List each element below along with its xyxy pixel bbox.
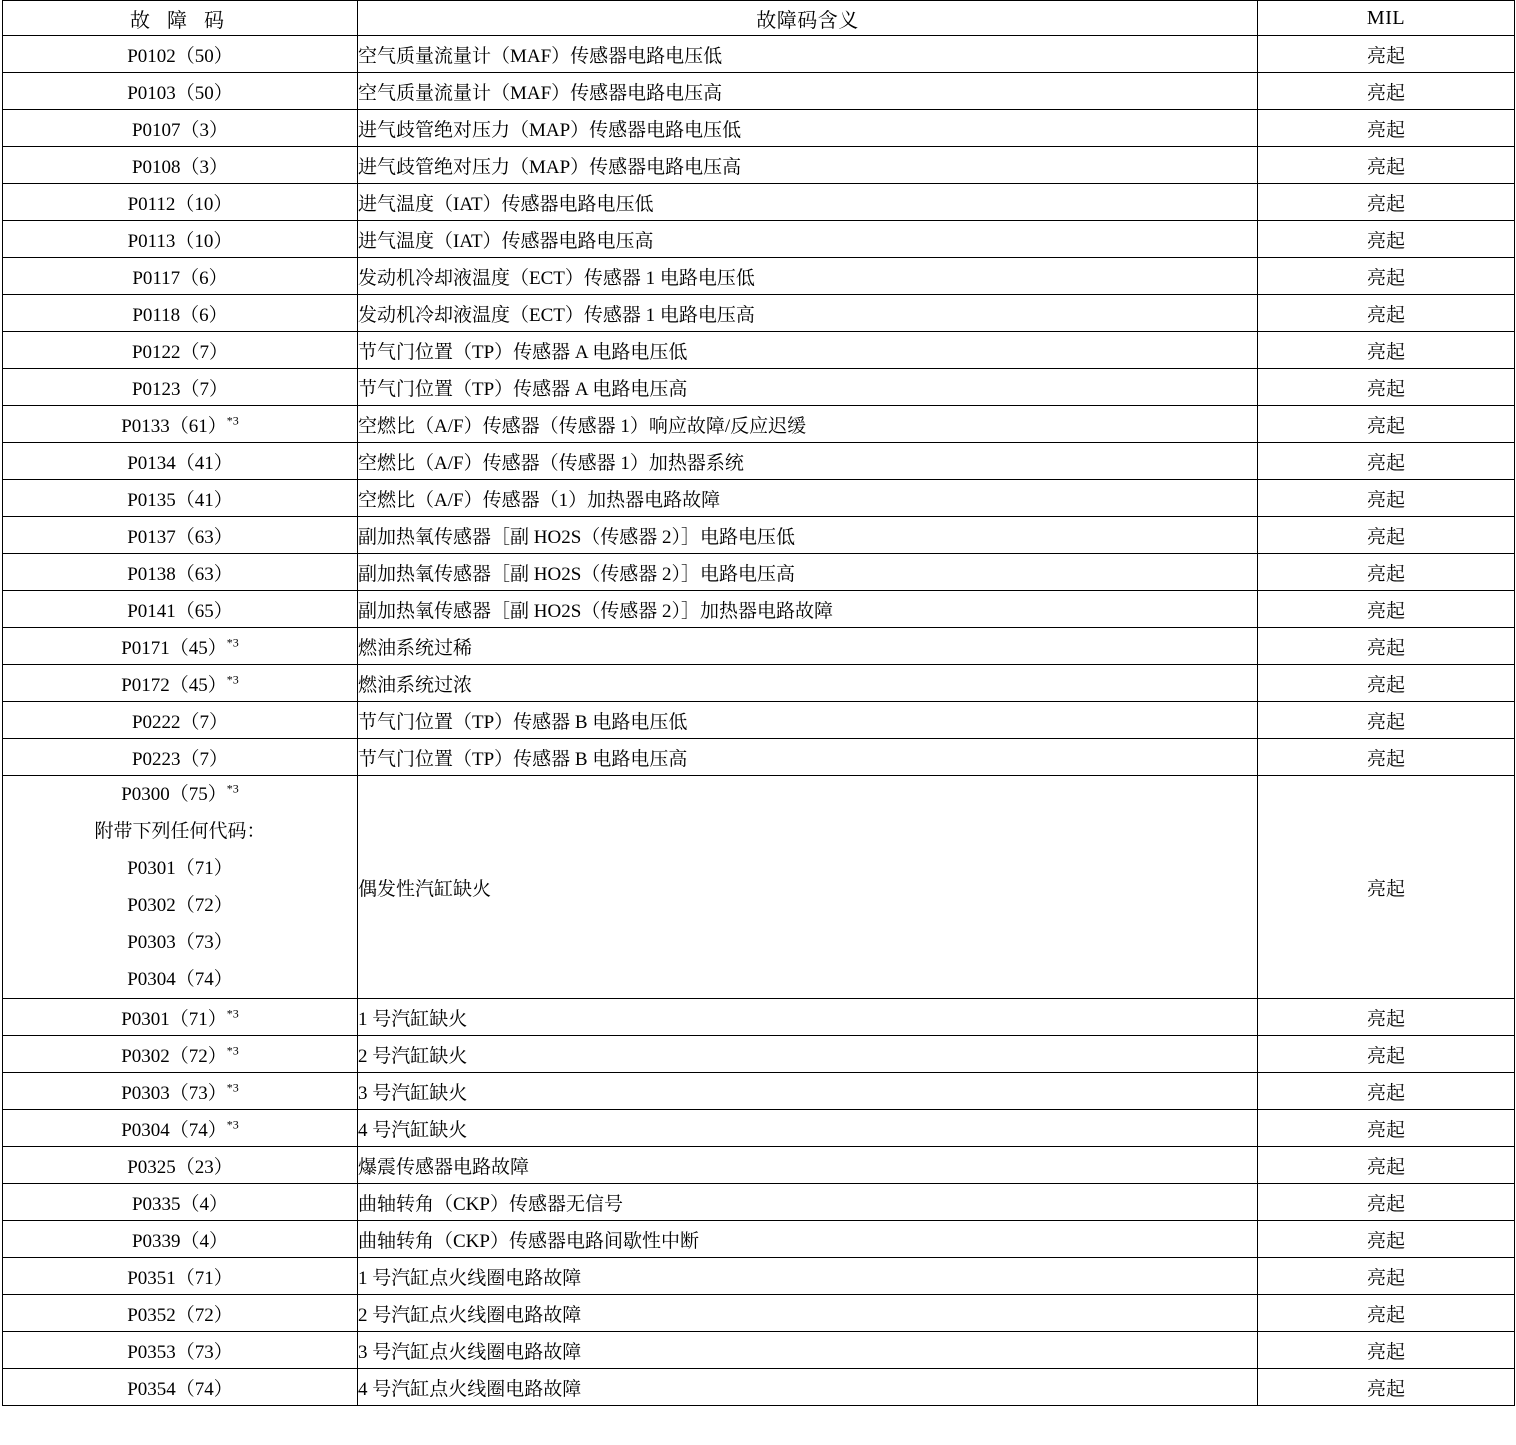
dtc-code-text: P0325（23）: [127, 1156, 233, 1178]
dtc-code-cell: [3, 1295, 358, 1332]
dtc-meaning-cell: 偶发性汽缸缺火: [358, 776, 1258, 999]
mil-status-cell: 亮起: [1258, 1073, 1515, 1110]
dtc-code-cell: [3, 443, 358, 480]
mil-status-cell: 亮起: [1258, 739, 1515, 776]
dtc-code-text: P0303（73）: [127, 932, 233, 953]
dtc-meaning-cell: 发动机冷却液温度（ECT）传感器 1 电路电压高: [358, 295, 1258, 332]
dtc-code-text: P0118（6）: [132, 304, 228, 326]
footnote-marker: *3: [226, 1006, 239, 1021]
dtc-code-text: P0108（3）: [131, 156, 229, 178]
mil-status-cell: 亮起: [1258, 1036, 1515, 1073]
dtc-code-text: P0300（75）: [121, 784, 227, 805]
dtc-meaning-cell: 曲轴转角（CKP）传感器无信号: [358, 1184, 1258, 1221]
table-row: [3, 999, 1515, 1036]
dtc-code-group-line: [3, 813, 357, 850]
header-meaning: 故障码含义: [358, 1, 1258, 36]
dtc-code-text: P0117（6）: [132, 267, 228, 289]
dtc-meaning-cell: 副加热氧传感器［副 HO2S（传感器 2）］加热器电路故障: [358, 591, 1258, 628]
mil-status-cell: 亮起: [1258, 1184, 1515, 1221]
dtc-meaning-cell: 空气质量流量计（MAF）传感器电路电压低: [358, 36, 1258, 73]
dtc-code-cell: [3, 36, 358, 73]
mil-status-cell: 亮起: [1258, 554, 1515, 591]
dtc-code-group-line: [3, 776, 357, 813]
dtc-code-cell: [3, 1036, 358, 1073]
table-row: [3, 1036, 1515, 1073]
dtc-code-text: P0353（73）: [127, 1341, 233, 1363]
dtc-code-text: P0133（61）: [121, 415, 227, 437]
dtc-code-text: P0122（7）: [131, 341, 229, 363]
mil-status-cell: 亮起: [1258, 665, 1515, 702]
mil-status-cell: 亮起: [1258, 221, 1515, 258]
dtc-meaning-cell: 空燃比（A/F）传感器（1）加热器电路故障: [358, 480, 1258, 517]
footnote-marker: *3: [226, 1043, 239, 1058]
dtc-code-cell: [3, 739, 358, 776]
dtc-code-text: P0141（65）: [127, 600, 233, 622]
table-row: [3, 184, 1515, 221]
dtc-code-group-line: [3, 961, 357, 998]
dtc-code-text: P0138（63）: [127, 563, 233, 585]
table-row: [3, 295, 1515, 332]
dtc-code-cell: [3, 1073, 358, 1110]
dtc-code-text: P0302（72）: [121, 1045, 227, 1067]
dtc-code-cell: [3, 369, 358, 406]
footnote-marker: *3: [226, 413, 239, 428]
table-row: [3, 591, 1515, 628]
mil-status-cell: 亮起: [1258, 184, 1515, 221]
dtc-meaning-cell: 进气歧管绝对压力（MAP）传感器电路电压高: [358, 147, 1258, 184]
footnote-marker: *3: [226, 635, 239, 650]
mil-status-cell: 亮起: [1258, 1258, 1515, 1295]
dtc-code-cell: [3, 517, 358, 554]
mil-status-cell: 亮起: [1258, 443, 1515, 480]
dtc-code-text: P0339（4）: [131, 1230, 229, 1252]
table-row: [3, 1332, 1515, 1369]
mil-status-cell: 亮起: [1258, 73, 1515, 110]
dtc-code-cell: [3, 184, 358, 221]
dtc-code-text: P0223（7）: [131, 748, 229, 770]
dtc-code-cell: [3, 1258, 358, 1295]
table-row: [3, 1295, 1515, 1332]
dtc-code-cell: [3, 1110, 358, 1147]
dtc-code-group-line: [3, 850, 357, 887]
mil-status-cell: 亮起: [1258, 1332, 1515, 1369]
dtc-meaning-cell: 1 号汽缸点火线圈电路故障: [358, 1258, 1258, 1295]
dtc-meaning-cell: 进气歧管绝对压力（MAP）传感器电路电压低: [358, 110, 1258, 147]
dtc-meaning-cell: 4 号汽缸点火线圈电路故障: [358, 1369, 1258, 1406]
mil-status-cell: 亮起: [1258, 628, 1515, 665]
dtc-code-text: P0135（41）: [127, 489, 233, 511]
mil-status-cell: 亮起: [1258, 406, 1515, 443]
dtc-code-cell: [3, 110, 358, 147]
dtc-meaning-cell: 节气门位置（TP）传感器 B 电路电压低: [358, 702, 1258, 739]
dtc-meaning-cell: 副加热氧传感器［副 HO2S（传感器 2）］电路电压高: [358, 554, 1258, 591]
dtc-code-text: P0301（71）: [121, 1008, 227, 1030]
dtc-code-text: 附带下列任何代码：: [94, 821, 266, 842]
dtc-code-cell: [3, 480, 358, 517]
table-header-row: [3, 1, 1515, 36]
mil-status-cell: 亮起: [1258, 1295, 1515, 1332]
dtc-code-text: P0172（45）: [121, 674, 227, 696]
table-row: [3, 406, 1515, 443]
dtc-code-cell: [3, 628, 358, 665]
mil-status-cell: 亮起: [1258, 369, 1515, 406]
dtc-code-cell: [3, 702, 358, 739]
dtc-meaning-cell: 燃油系统过稀: [358, 628, 1258, 665]
table-row: [3, 369, 1515, 406]
table-row: [3, 702, 1515, 739]
dtc-meaning-cell: 副加热氧传感器［副 HO2S（传感器 2）］电路电压低: [358, 517, 1258, 554]
dtc-code-text: P0222（7）: [131, 711, 229, 733]
dtc-table: [2, 0, 1515, 1406]
dtc-code-cell: [3, 1369, 358, 1406]
dtc-code-text: P0171（45）: [121, 637, 227, 659]
footnote-marker: *3: [226, 672, 239, 687]
dtc-meaning-cell: 爆震传感器电路故障: [358, 1147, 1258, 1184]
mil-status-cell: 亮起: [1258, 332, 1515, 369]
header-code: 故 障 码: [3, 1, 358, 36]
mil-status-cell: 亮起: [1258, 702, 1515, 739]
mil-status-cell: 亮起: [1258, 591, 1515, 628]
mil-status-cell: 亮起: [1258, 295, 1515, 332]
dtc-code-text: P0102（50）: [127, 45, 233, 67]
dtc-meaning-cell: 节气门位置（TP）传感器 A 电路电压高: [358, 369, 1258, 406]
dtc-meaning-cell: 空燃比（A/F）传感器（传感器 1）响应故障/反应迟缓: [358, 406, 1258, 443]
table-row: [3, 739, 1515, 776]
dtc-code-cell: [3, 665, 358, 702]
table-row: [3, 1369, 1515, 1406]
dtc-code-text: P0107（3）: [131, 119, 229, 141]
dtc-meaning-cell: 节气门位置（TP）传感器 A 电路电压低: [358, 332, 1258, 369]
dtc-meaning-cell: 3 号汽缸缺火: [358, 1073, 1258, 1110]
footnote-marker: *3: [226, 1117, 239, 1132]
table-row: [3, 332, 1515, 369]
table-row: [3, 258, 1515, 295]
table-row: [3, 443, 1515, 480]
dtc-code-cell: [3, 406, 358, 443]
dtc-meaning-cell: 2 号汽缸点火线圈电路故障: [358, 1295, 1258, 1332]
dtc-code-cell: [3, 147, 358, 184]
mil-status-cell: 亮起: [1258, 1147, 1515, 1184]
table-row: [3, 628, 1515, 665]
dtc-code-text: P0304（74）: [121, 1119, 227, 1141]
table-row: [3, 1073, 1515, 1110]
mil-status-cell: 亮起: [1258, 36, 1515, 73]
mil-status-cell: 亮起: [1258, 999, 1515, 1036]
dtc-code-cell: [3, 295, 358, 332]
table-row: [3, 1110, 1515, 1147]
dtc-code-text: P0303（73）: [121, 1082, 227, 1104]
table-row: [3, 1184, 1515, 1221]
dtc-code-text: P0134（41）: [127, 452, 233, 474]
dtc-code-text: P0302（72）: [127, 895, 233, 916]
mil-status-cell: 亮起: [1258, 776, 1515, 999]
mil-status-cell: 亮起: [1258, 1221, 1515, 1258]
dtc-meaning-cell: 发动机冷却液温度（ECT）传感器 1 电路电压低: [358, 258, 1258, 295]
dtc-code-cell: [3, 591, 358, 628]
dtc-code-cell: [3, 1332, 358, 1369]
dtc-code-text: P0123（7）: [131, 378, 229, 400]
dtc-code-cell: [3, 73, 358, 110]
dtc-code-text: P0351（71）: [127, 1267, 233, 1289]
table-row: [3, 554, 1515, 591]
dtc-code-text: P0301（71）: [127, 858, 233, 879]
dtc-meaning-cell: 3 号汽缸点火线圈电路故障: [358, 1332, 1258, 1369]
mil-status-cell: 亮起: [1258, 1369, 1515, 1406]
mil-status-cell: 亮起: [1258, 517, 1515, 554]
table-row: [3, 1221, 1515, 1258]
dtc-code-text: P0113（10）: [127, 230, 233, 252]
table-row: [3, 147, 1515, 184]
table-row: [3, 1147, 1515, 1184]
table-header: [3, 1, 1515, 36]
mil-status-cell: 亮起: [1258, 147, 1515, 184]
table-row: [3, 221, 1515, 258]
dtc-code-text: P0335（4）: [131, 1193, 229, 1215]
header-mil: MIL: [1258, 1, 1515, 36]
table-row: [3, 665, 1515, 702]
dtc-code-text: P0352（72）: [127, 1304, 233, 1326]
dtc-code-text: P0137（63）: [127, 526, 233, 548]
table-row: [3, 480, 1515, 517]
table-body: [3, 36, 1515, 1406]
dtc-meaning-cell: 空气质量流量计（MAF）传感器电路电压高: [358, 73, 1258, 110]
dtc-meaning-cell: 2 号汽缸缺火: [358, 1036, 1258, 1073]
dtc-code-group-cell: [3, 776, 358, 999]
mil-status-cell: 亮起: [1258, 1110, 1515, 1147]
footnote-marker: *3: [226, 781, 239, 796]
dtc-code-group-line: [3, 887, 357, 924]
dtc-meaning-cell: 4 号汽缸缺火: [358, 1110, 1258, 1147]
dtc-code-text: P0304（74）: [127, 969, 233, 990]
mil-status-cell: 亮起: [1258, 480, 1515, 517]
dtc-code-cell: [3, 1221, 358, 1258]
dtc-code-cell: [3, 1184, 358, 1221]
dtc-code-group-line: [3, 924, 357, 961]
dtc-code-cell: [3, 999, 358, 1036]
table-row: [3, 517, 1515, 554]
table-row: [3, 1258, 1515, 1295]
dtc-meaning-cell: 进气温度（IAT）传感器电路电压高: [358, 221, 1258, 258]
dtc-code-cell: [3, 332, 358, 369]
dtc-code-text: P0112（10）: [127, 193, 233, 215]
dtc-meaning-cell: 曲轴转角（CKP）传感器电路间歇性中断: [358, 1221, 1258, 1258]
dtc-code-cell: [3, 554, 358, 591]
table-row: [3, 36, 1515, 73]
dtc-meaning-cell: 1 号汽缸缺火: [358, 999, 1258, 1036]
table-row: [3, 73, 1515, 110]
dtc-code-text: P0103（50）: [127, 82, 233, 104]
dtc-code-cell: [3, 258, 358, 295]
table-row-grouped-misfire: [3, 776, 1515, 999]
dtc-code-text: P0354（74）: [127, 1378, 233, 1400]
dtc-meaning-cell: 燃油系统过浓: [358, 665, 1258, 702]
dtc-meaning-cell: 节气门位置（TP）传感器 B 电路电压高: [358, 739, 1258, 776]
dtc-code-cell: [3, 221, 358, 258]
table-row: [3, 110, 1515, 147]
dtc-code-cell: [3, 1147, 358, 1184]
mil-status-cell: 亮起: [1258, 110, 1515, 147]
mil-status-cell: 亮起: [1258, 258, 1515, 295]
footnote-marker: *3: [226, 1080, 239, 1095]
dtc-meaning-cell: 空燃比（A/F）传感器（传感器 1）加热器系统: [358, 443, 1258, 480]
dtc-meaning-cell: 进气温度（IAT）传感器电路电压低: [358, 184, 1258, 221]
